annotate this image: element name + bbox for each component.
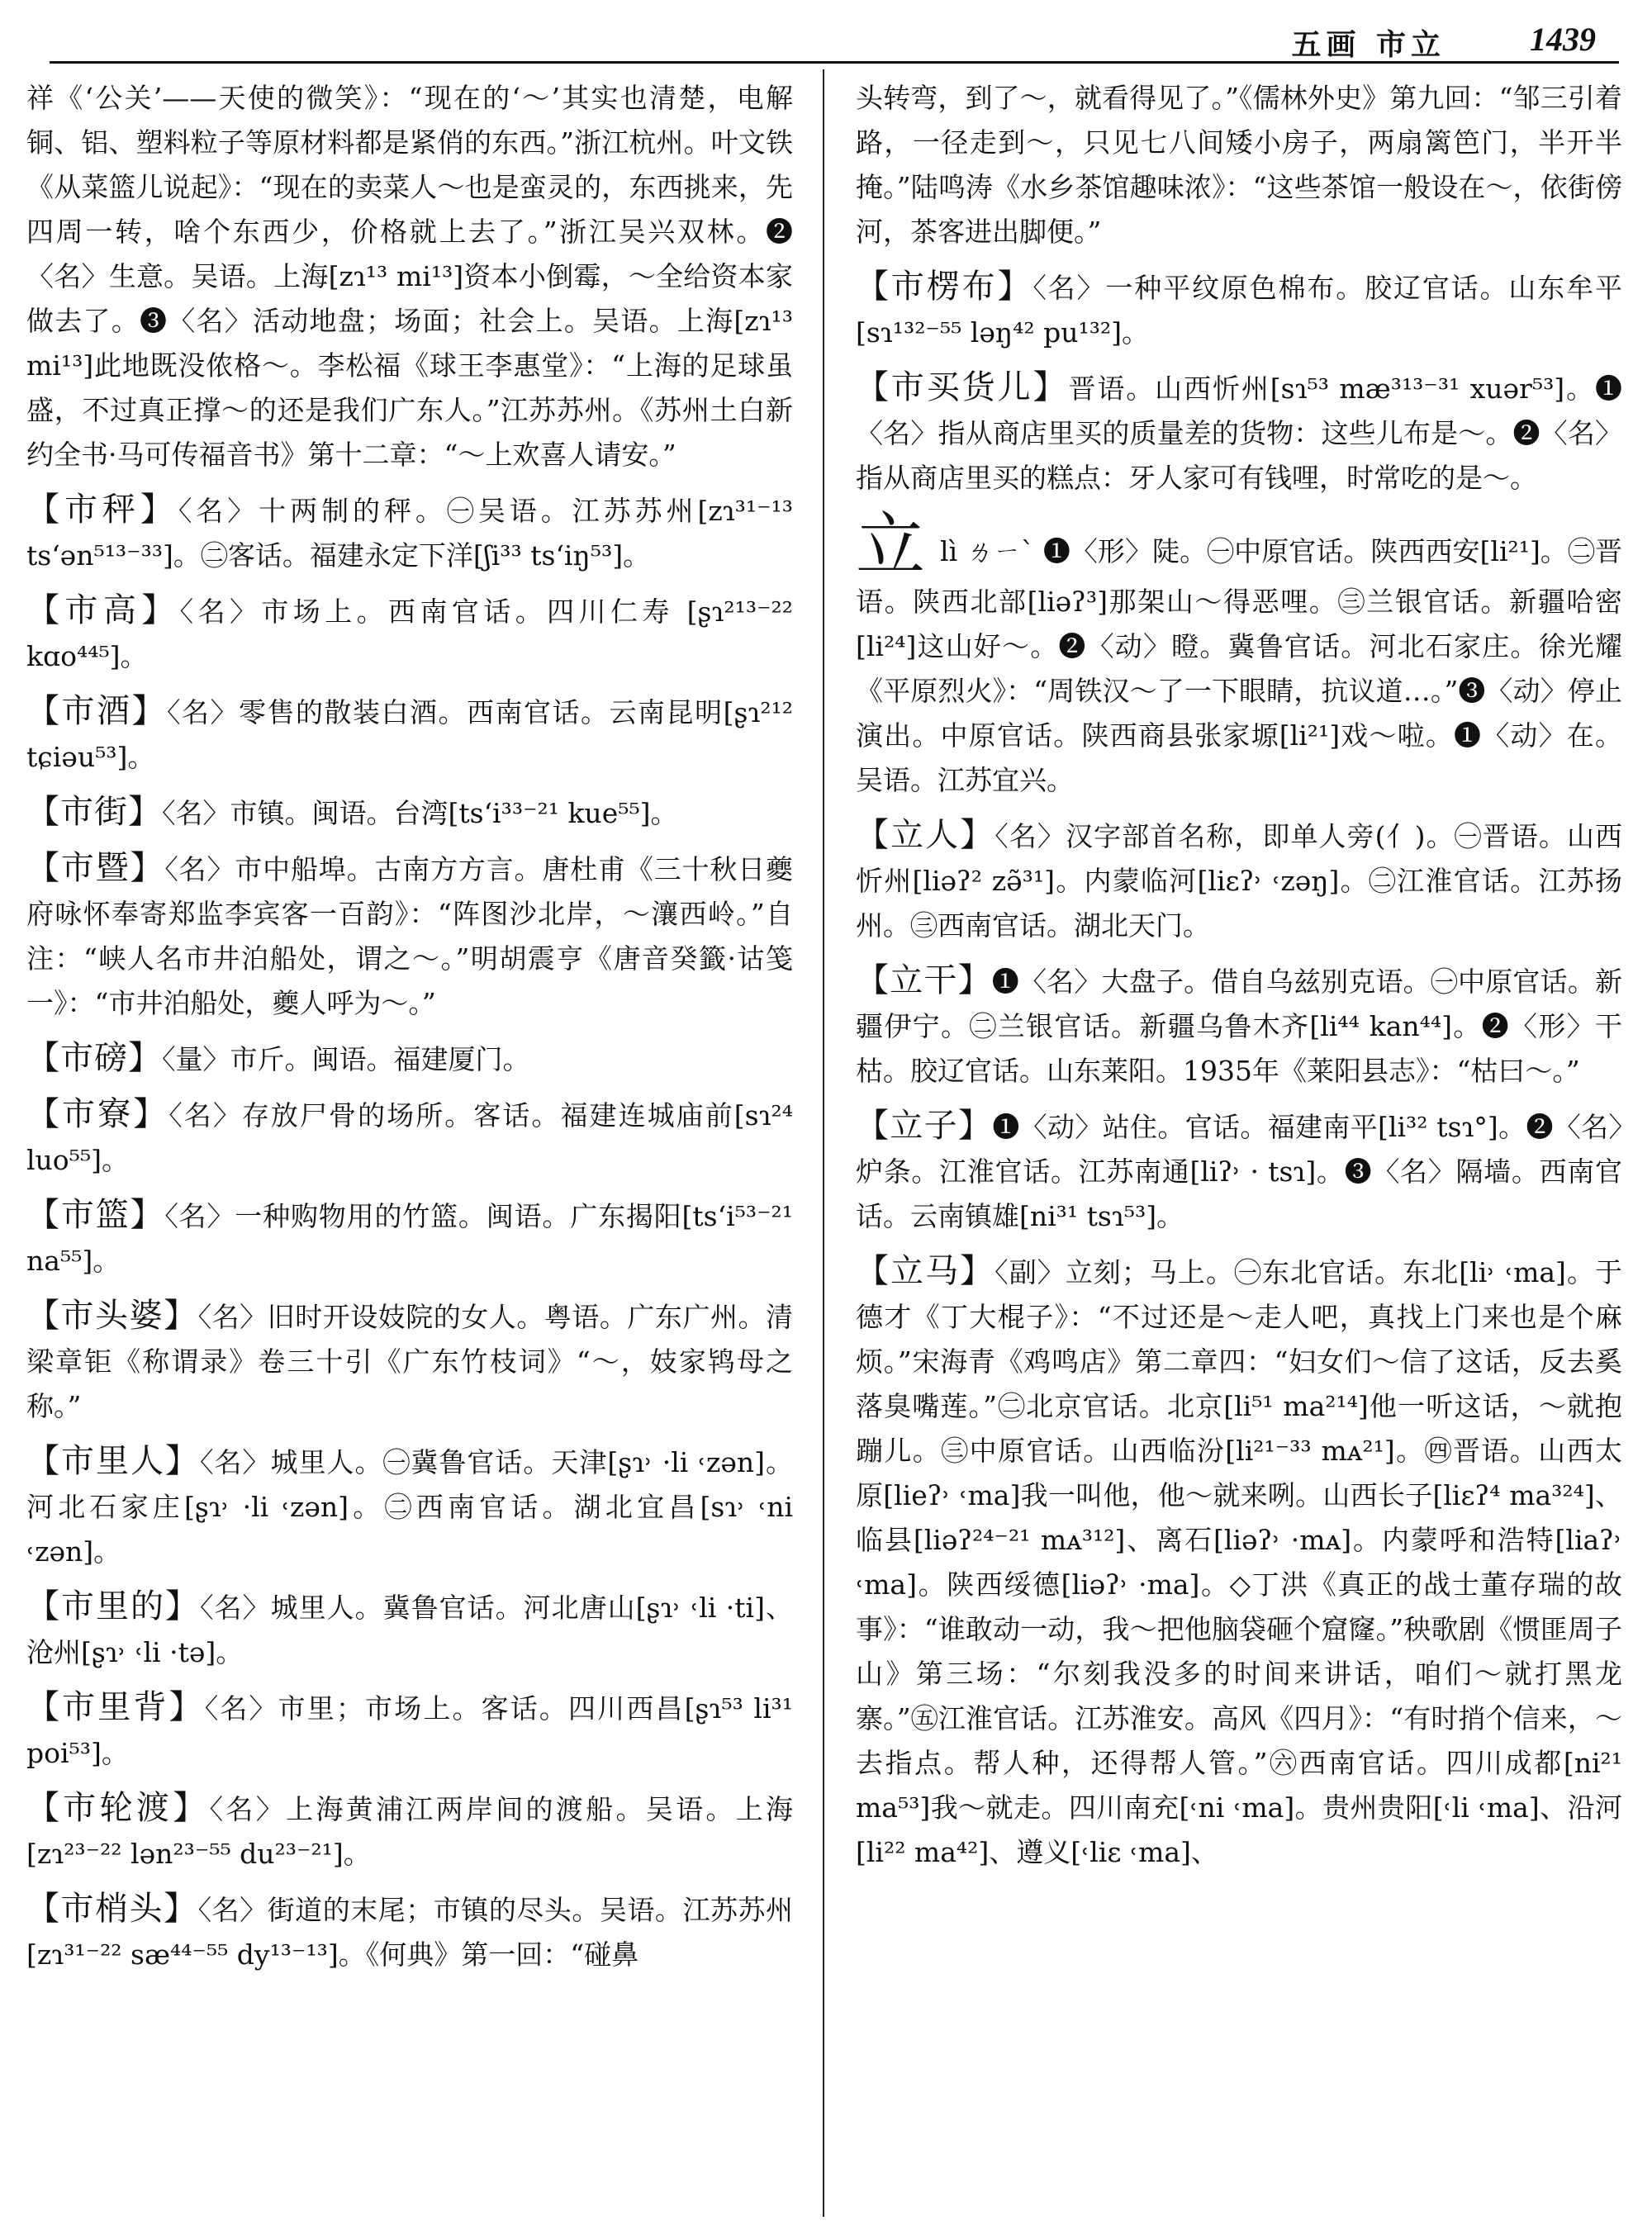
entry-headword: 【市买货儿】	[856, 368, 1069, 406]
dictionary-entry	[856, 1103, 1622, 1239]
dictionary-entry	[26, 1584, 793, 1675]
entry-headword: 【市秤】	[26, 491, 178, 529]
entry-headword: 【市里的】	[26, 1587, 201, 1625]
entry-definition: 〈名〉城里人。㊀冀鲁官话。天津[ʂɿ˒ ·li ˓zən]。河北石家庄[ʂɿ˒ ·li ˓zən]。㊁西南官话。湖北宜昌[sɿ˒ ˓ni ˓zən]。	[26, 1446, 793, 1568]
entry-headword: 【市暨】	[26, 849, 165, 887]
entry-headword: 【市楞布】	[856, 268, 1033, 306]
entry-definition: 〈名〉十两制的秤。㊀吴语。江苏苏州[zɿ³¹⁻¹³ tsʻən⁵¹³⁻³³]。㊁客话。福建永定下洋[ʃi³³ tsʻiŋ⁵³]。	[26, 495, 793, 572]
entry-headword: 【立人】	[856, 816, 995, 854]
dictionary-entry	[856, 264, 1622, 355]
entry-definition: 〈名〉市中船埠。古南方方言。唐杜甫《三十秋日夔府咏怀奉寄郑监李宾客一百韵》：“阵图沙北岸，～瀼西岭。”自注：“峡人名市井泊船处，谓之～。”明胡震亨《唐音癸籤·诂笺一》：“市井泊船处，夔人呼为～。”	[26, 853, 793, 1019]
entry-definition: ❶〈动〉站住。官话。福建南平[li³² tsɿ°]。❷〈名〉炉条。江淮官话。江苏南通[liʔ˒ · tsɿ]。❸〈名〉隔墙。西南官话。云南镇雄[ni³¹ tsɿ⁵³]。	[856, 1111, 1622, 1232]
dictionary-entry	[26, 1886, 793, 1977]
entry-definition: 〈副〉立刻；马上。㊀东北官话。东北[li˒ ˓ma]。于德才《丁大棍子》：“不过还是～走人吧，真找上门来也是个麻烦。”宋海青《鸡鸣店》第二章四：“妇女们～信了这话，反去奚落臭嘴莲。”㊁北京官话。北京[li⁵¹ ma²¹⁴]他一听这话，～就抱蹦儿。㊂中原官话。山西临汾[li²¹⁻³³ mᴀ²¹]。㊃晋语。山西太原[lieʔ˒ ˓ma]我一叫他，他～就来咧。山西长子[liɛʔ⁴ ma³²⁴]、临县[liəʔ²⁴⁻²¹ mᴀ³¹²]、离石[liəʔ˒ ·mᴀ]。内蒙呼和浩特[liaʔ˒ ˓ma]。陕西绥德[liəʔ˒ ·ma]。◇丁洪《真正的战士董存瑞的故事》：“谁敢动一动，我～把他脑袋砸个窟窿。”秧歌剧《惯匪周子山》第三场：“尔刻我没多的时间来讲话，咱们～就打黑龙寨。”㊄江淮官话。江苏淮安。高风《四月》：“有时捎个信来，～去指点。帮人种，还得帮人管。”㊅西南官话。四川成都[ni²¹ ma⁵³]我～就走。四川南充[˓ni ˓ma]。贵州贵阳[˓li ˓ma]、沿河[li²² ma⁴²]、遵义[˓liɛ ˓ma]、	[856, 1256, 1622, 1868]
entry-headword: 【市酒】	[26, 692, 168, 730]
dictionary-entry	[856, 1249, 1622, 1875]
dictionary-entry	[26, 1685, 793, 1776]
entry-headword: 【市轮渡】	[26, 1789, 210, 1827]
entry-definition: 〈名〉汉字部首名称，即单人旁(亻)。㊀晋语。山西忻州[liəʔ² zə̃³¹]。内蒙临河[liɛʔ˒ ˓zəŋ]。㊁江淮官话。江苏扬州。㊂西南官话。湖北天门。	[856, 820, 1622, 942]
entry-definition: 〈量〉市斤。闽语。福建厦门。	[162, 1043, 530, 1075]
dictionary-entry	[856, 958, 1622, 1094]
dictionary-entry	[26, 487, 793, 578]
entry-definition: 〈名〉城里人。冀鲁官话。河北唐山[ʂɿ˒ ˓li ·ti]、沧州[ʂɿ˒ ˓li ·tə]。	[26, 1592, 793, 1668]
dictionary-entry	[856, 76, 1622, 254]
entry-definition: 祥《‘公关’——天使的微笑》：“现在的‘～’其实也清楚，电解铜、铝、塑料粒子等原材料都是紧俏的东西。”浙江杭州。叶文铁《从菜篮儿说起》：“现在的卖菜人～也是蛮灵的，东西挑来，先四周一转，啥个东西少，价格就上去了。”浙江吴兴双林。❷〈名〉生意。吴语。上海[zɿ¹³ mi¹³]资本小倒霉，～全给资本家做去了。❸〈名〉活动地盘；场面；社会上。吴语。上海[zɿ¹³ mi¹³]此地既没侬格～。李松福《球王李惠堂》：“上海的足球虽盛，不过真正撑～的还是我们广东人。”江苏苏州。《苏州土白新约全书·马可传福音书》第十二章：“～上欢喜人请安。”	[26, 82, 793, 471]
right-column	[856, 76, 1622, 2215]
entry-headword: 【市磅】	[26, 1039, 162, 1077]
entry-definition: lì ㄌㄧˋ ❶〈形〉陡。㊀中原官话。陕西西安[li²¹]。㊁晋语。陕西北部[liəʔ³]那架山～得恶哩。㊂兰银官话。新疆哈密[li²⁴]这山好～。❷〈动〉瞪。冀鲁官话。河北石家庄。徐光耀《平原烈火》：“周铁汉～了一下眼睛，抗议道…。”❸〈动〉停止演出。中原官话。陕西商县张家塬[li²¹]戏～啦。❶〈动〉在。吴语。江苏宜兴。	[856, 535, 1622, 796]
entry-definition: 〈名〉一种平纹原色棉布。胶辽官话。山东牟平[sɿ¹³²⁻⁵⁵ ləŋ⁴² pu¹³²]。	[856, 272, 1622, 349]
entry-definition: 〈名〉旧时开设妓院的女人。粤语。广东广州。清梁章钜《称谓录》卷三十引《广东竹枝词》“～，妓家鸨母之称。”	[26, 1301, 793, 1422]
dictionary-entry	[26, 1036, 793, 1082]
entry-definition: ❶〈名〉大盘子。借自乌兹别克语。㊀中原官话。新疆伊宁。㊁兰银官话。新疆乌鲁木齐[li⁴⁴ kan⁴⁴]。❷〈形〉干枯。胶辽官话。山东莱阳。1935年《莱阳县志》：“枯曰～。”	[856, 966, 1622, 1087]
dictionary-entry	[26, 1193, 793, 1283]
entry-headword: 【市头婆】	[26, 1297, 198, 1335]
entry-definition: 〈名〉零售的散装白酒。西南官话。云南昆明[ʂɿ²¹² tɕiəu⁵³]。	[26, 696, 793, 773]
dictionary-entry	[26, 76, 793, 477]
entry-headword: 【市梢头】	[26, 1890, 198, 1928]
head-character: 立	[856, 505, 926, 586]
entry-definition: 头转弯，到了～，就看得见了。”《儒林外史》第九回：“邹三引着路，一径走到～，只见七八间矮小房子，两扇篱笆门，半开半掩。”陆鸣涛《水乡茶馆趣味浓》：“这些茶馆一般设在～，依街傍河，茶客进出脚便。”	[856, 82, 1622, 248]
entry-definition: 〈名〉街道的末尾；市镇的尽头。吴语。江苏苏州[zɿ³¹⁻²² sæ⁴⁴⁻⁵⁵ dy¹³⁻¹³]。《何典》第一回：“碰鼻	[26, 1894, 793, 1971]
entry-headword: 【市里背】	[26, 1688, 205, 1726]
dictionary-entry-character	[856, 505, 1622, 803]
entry-headword: 【市高】	[26, 591, 180, 629]
section-title: 五画 市立	[1291, 28, 1446, 62]
dictionary-entry	[856, 365, 1622, 501]
entry-definition: 〈名〉一种购物用的竹篮。闽语。广东揭阳[tsʻi⁵³⁻²¹ na⁵⁵]。	[26, 1200, 793, 1277]
page-number: 1439	[1530, 21, 1596, 58]
entry-headword: 【市篮】	[26, 1196, 165, 1234]
dictionary-entry	[26, 846, 793, 1026]
entry-headword: 【立干】	[856, 961, 992, 999]
entry-headword: 【市街】	[26, 793, 162, 831]
page-header	[50, 15, 1602, 64]
dictionary-entry	[26, 1092, 793, 1183]
dictionary-entry	[26, 1439, 793, 1574]
dictionary-entry	[26, 1786, 793, 1877]
dictionary-entry	[26, 588, 793, 679]
header-rule	[50, 61, 1619, 64]
entry-headword: 【市里人】	[26, 1442, 200, 1480]
entry-headword: 【市寮】	[26, 1095, 169, 1133]
dictionary-entry	[26, 689, 793, 780]
entry-definition: 〈名〉上海黄浦江两岸间的渡船。吴语。上海[zɿ²³⁻²² lən²³⁻⁵⁵ du²³⁻²¹]。	[26, 1793, 793, 1870]
entry-definition: 〈名〉市里；市场上。客话。四川西昌[ʂɿ⁵³ li³¹ poi⁵³]。	[26, 1692, 793, 1769]
entry-definition: 〈名〉市镇。闽语。台湾[tsʻi³³⁻²¹ kue⁵⁵]。	[162, 797, 678, 829]
entry-definition: 〈名〉市场上。西南官话。四川仁寿 [ʂɿ²¹³⁻²² kɑo⁴⁴⁵]。	[26, 595, 793, 672]
entry-definition: 晋语。山西忻州[sɿ⁵³ mæ³¹³⁻³¹ xuər⁵³]。❶〈名〉指从商店里买的质量差的货物：这些儿布是～。❷〈名〉指从商店里买的糕点：牙人家可有钱哩，时常吃的是～。	[856, 372, 1622, 494]
dictionary-entry	[26, 1293, 793, 1429]
column-divider	[823, 69, 824, 2217]
entry-headword: 【立子】	[856, 1107, 993, 1145]
entry-headword: 【立马】	[856, 1252, 995, 1290]
dictionary-entry	[26, 790, 793, 836]
dictionary-entry	[856, 813, 1622, 948]
entry-definition: 〈名〉存放尸骨的场所。客话。福建连城庙前[sɿ²⁴ luo⁵⁵]。	[26, 1099, 793, 1176]
left-column	[26, 76, 793, 2215]
